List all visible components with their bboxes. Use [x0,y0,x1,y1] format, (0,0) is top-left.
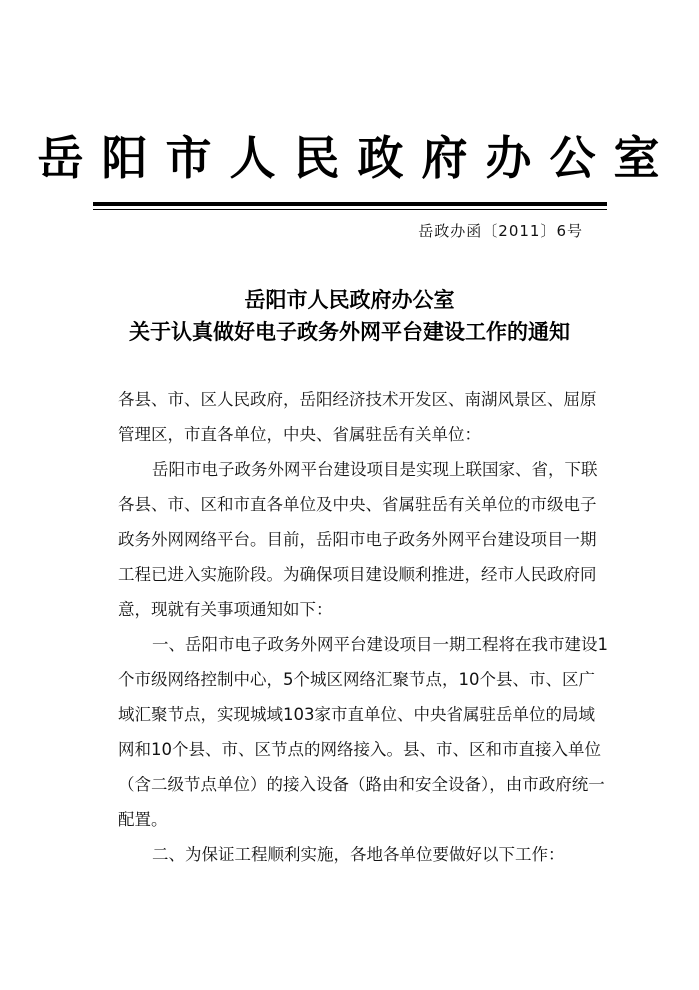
body-line: 一、岳阳市电子政务外网平台建设项目一期工程将在我市建设1 [152,635,608,654]
body-line: 网和10个县、市、区节点的网络接入。县、市、区和市直接入单位 [118,740,601,759]
body-line: 政务外网网络平台。目前，岳阳市电子政务外网平台建设项目一期 [118,530,597,549]
body-line: 岳阳市电子政务外网平台建设项目是实现上联国家、省，下联 [152,460,598,479]
body-line: 个市级网络控制中心，5个城区网络汇聚节点，10个县、市、区广 [118,670,595,689]
body-line: 二、为保证工程顺利实施，各地各单位要做好以下工作： [152,845,565,864]
body-line: （含二级节点单位）的接入设备（路由和安全设备），由市政府统一 [118,775,605,794]
body-line: 工程已进入实施阶段。为确保项目建设顺利推进，经市人民政府同 [118,565,597,584]
body-line: 域汇聚节点，实现城域103家市直单位、中央省属驻岳单位的局域 [118,705,595,724]
body-line: 各县、市、区和市直各单位及中央、省属驻岳有关单位的市级电子 [118,495,597,514]
body-line: 配置。 [118,810,168,829]
body-line: 各县、市、区人民政府，岳阳经济技术开发区、南湖风景区、屈原 [118,390,597,409]
body-line: 意，现就有关事项通知如下： [118,600,333,619]
letterhead-rule-thin [93,209,607,210]
letterhead-title: 岳阳市人民政府办公室 [37,131,678,185]
notice-title-line-1: 岳阳市人民政府办公室 [244,287,455,312]
notice-title-line-2: 关于认真做好电子政务外网平台建设工作的通知 [129,319,570,344]
body-line: 管理区，市直各单位，中央、省属驻岳有关单位： [118,425,481,444]
document-number: 岳政办函〔2011〕6号 [418,222,583,240]
letterhead-rule-thick [93,202,607,206]
